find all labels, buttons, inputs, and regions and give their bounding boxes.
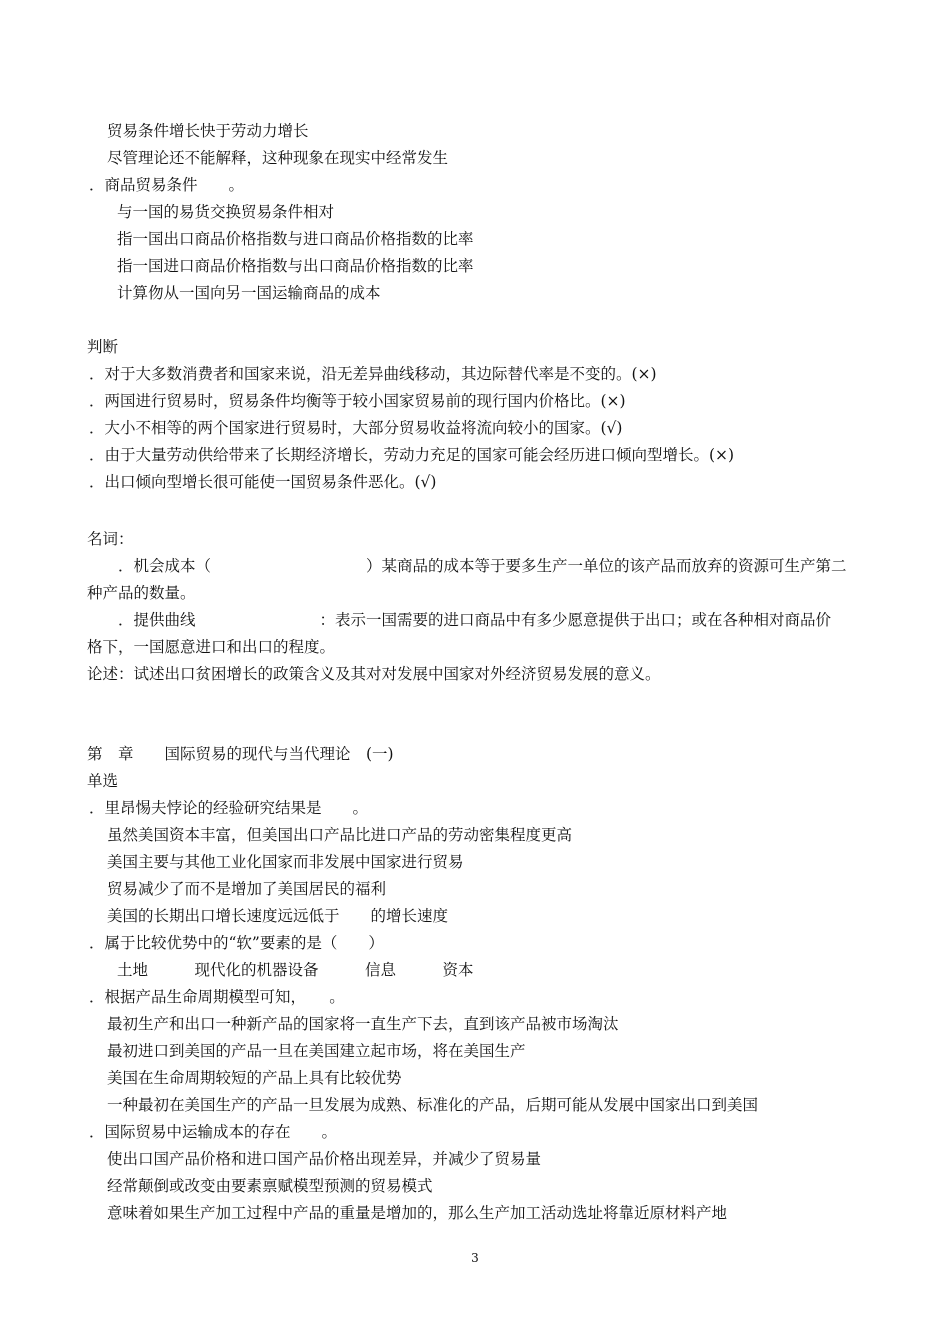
option-line: 虽然美国资本丰富，但美国出口产品比进口产品的劳动密集程度更高 [107,826,573,844]
question-line: ．商品贸易条件 。 [89,176,245,194]
judgment-item: ．出口倾向型增长很可能使一国贸易条件恶化。(√) [89,473,437,491]
judgment-item: ．两国进行贸易时，贸易条件均衡等于较小国家贸易前的现行国内价格比。(×) [89,392,626,410]
option-line: 美国在生命周期较短的产品上具有比较优势 [107,1069,402,1087]
option-line: 一种最初在美国生产的产品一旦发展为成熟、标准化的产品，后期可能从发展中国家出口到美国 [107,1096,759,1114]
option-line: 贸易减少了而不是增加了美国居民的福利 [107,880,387,898]
option-line: 指一国进口商品价格指数与出口商品价格指数的比率 [117,257,474,275]
option-line: 与一国的易货交换贸易条件相对 [117,203,335,221]
section-heading-single-choice: 单选 [87,772,119,790]
text-line: 贸易条件增长快于劳动力增长 [107,122,309,140]
judgment-item: ．大小不相等的两个国家进行贸易时，大部分贸易收益将流向较小的国家。(√) [89,419,623,437]
question-line: ．国际贸易中运输成本的存在 。 [89,1123,338,1141]
option-line: 使出口国产品价格和进口国产品价格出现差异，并减少了贸易量 [107,1150,542,1168]
text-line: 尽管理论还不能解释，这种现象在现实中经常发生 [107,149,449,167]
option-line: 土地 现代化的机器设备 信息 资本 [117,961,474,979]
chapter-title: 第 章 国际贸易的现代与当代理论 (一) [87,745,394,763]
term-definition: ．机会成本（ ）某商品的成本等于要多生产一单位的该产品而放弃的资源可生产第二 [118,557,847,575]
section-heading-terms: 名词： [87,530,134,548]
term-definition: ．提供曲线 ：表示一国需要的进口商品中有多少愿意提供于出口；或在各种相对商品价 [118,611,832,629]
judgment-item: ．由于大量劳动供给带来了长期经济增长，劳动力充足的国家可能会经历进口倾向型增长。(×) [89,446,735,464]
option-line: 美国主要与其他工业化国家而非发展中国家进行贸易 [107,853,464,871]
option-line: 最初进口到美国的产品一旦在美国建立起市场，将在美国生产 [107,1042,526,1060]
question-line: ．属于比较优势中的“软”要素的是（ ） [89,934,384,952]
term-definition-cont: 格下，一国愿意进口和出口的程度。 [87,638,336,656]
term-definition-cont: 种产品的数量。 [87,584,196,602]
judgment-item: ．对于大多数消费者和国家来说，沿无差异曲线移动，其边际替代率是不变的。(×) [89,365,657,383]
option-line: 美国的长期出口增长速度远远低于 的增长速度 [107,907,449,925]
essay-question: 论述：试述出口贫困增长的政策含义及其对对发展中国家对外经济贸易发展的意义。 [87,665,661,683]
section-heading-judgment: 判断 [87,338,119,356]
option-line: 指一国出口商品价格指数与进口商品价格指数的比率 [117,230,474,248]
option-line: 意味着如果生产加工过程中产品的重量是增加的，那么生产加工活动选址将靠近原材料产地 [107,1204,728,1222]
option-line: 最初生产和出口一种新产品的国家将一直生产下去，直到该产品被市场淘汰 [107,1015,619,1033]
page-number: 3 [471,1251,479,1265]
question-line: ．根据产品生命周期模型可知， 。 [89,988,345,1006]
option-line: 计算伆从一国向另一国运输商品的成本 [117,284,381,302]
question-line: ．里昂惕夫悖论的经验研究结果是 。 [89,799,369,817]
option-line: 经常颠倒或改变由要素禀赋模型预测的贸易模式 [107,1177,433,1195]
